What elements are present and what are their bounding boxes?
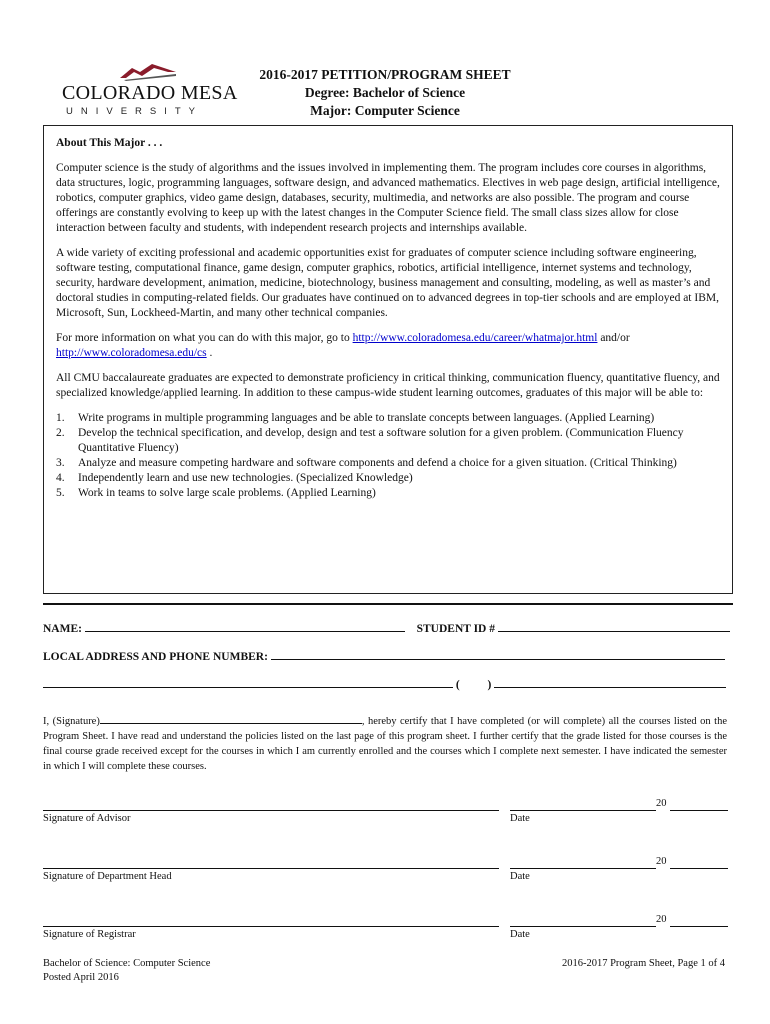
- student-id-label: STUDENT ID #: [416, 623, 495, 635]
- list-item: [56, 426, 720, 456]
- list-text: Work in teams to solve large scale problems. (Applied Learning): [78, 487, 376, 499]
- list-item: [56, 411, 720, 426]
- about-paragraph-1: Computer science is the study of algorithms and the issues involved in implementing them. The program includes core courses in algorithms, data structures, logic, programming languages, software design, and advanced mathematics. Electives in web page design, artificial intelligence, robotics, computer graphics, video game design, databases, security, multimedia, and networks are also possible. The program and course offerings are constantly evolving to keep up with the latest changes in the Computer Science field. The small class sizes allow for close interaction between faculty and students, with independent research projects and internships available.: [56, 162, 720, 234]
- document-title: 2016-2017 PETITION/PROGRAM SHEET: [259, 67, 511, 82]
- list-text: Independently learn and use new technologies. (Specialized Knowledge): [78, 472, 413, 484]
- logo-subtitle: UNIVERSITY: [66, 106, 204, 117]
- section-divider: [43, 603, 733, 605]
- logo-wordmark: COLORADO MESA: [62, 82, 238, 104]
- list-text: Write programs in multiple programming languages and be able to translate concepts between languages. (Applied Learning): [78, 412, 655, 424]
- advisor-signature-label: Signature of Advisor: [43, 813, 131, 824]
- about-paragraph-2: A wide variety of exciting professional and academic opportunities exist for graduates of computer science including software engineering, software testing, computational finance, game design, computer graphics, robotics, artificial intelligence, internet systems and technology, security, hardware development, animation, medicine, biotechnology, business management and consulting, modeling, as well as master’s and doctoral studies in computing-related fields. Our graduates have continued on to advanced degrees in top-tier schools and are employed at IBM, Microsoft, Sun, Lockheed-Martin, and many other technical companies.: [56, 247, 719, 319]
- student-id-field[interactable]: [498, 621, 730, 632]
- advisor-year-line[interactable]: [670, 810, 728, 811]
- major-title: Major: Computer Science: [310, 103, 460, 118]
- registrar-signature-line[interactable]: [43, 926, 499, 927]
- more-info-text: For more information on what you can do with this major, go to: [56, 332, 353, 344]
- phone-paren-close: ): [487, 679, 492, 691]
- document-header: [225, 66, 545, 120]
- footer-page-number: 2016-2017 Program Sheet, Page 1 of 4: [561, 958, 725, 969]
- footer-program: Bachelor of Science: Computer Science: [43, 958, 211, 969]
- footer-posted-date: Posted April 2016: [43, 972, 119, 983]
- certify-prefix: I, (Signature): [43, 716, 100, 727]
- certify-text: , hereby certify that I have completed (or will complete) all the courses listed on the Program Sheet. I have read and understand the policies listed on the last page of this program sheet. I further certify that the grade listed for those courses is the final course grade received except for the courses in which I am currently enrolled and the courses which I complete next semester. I have indicated the semester in which I will complete these courses.: [43, 716, 727, 772]
- and-or-text: and/or: [597, 332, 630, 344]
- registrar-date-line[interactable]: [510, 926, 656, 927]
- department-head-date-label: Date: [510, 871, 530, 882]
- footer-right: [562, 957, 725, 971]
- phone-paren-open: (: [455, 679, 460, 691]
- list-item: [56, 456, 720, 471]
- registrar-signature-block: [43, 916, 733, 948]
- footer-left: [43, 957, 210, 985]
- address-phone-row: [43, 677, 726, 691]
- phone-field[interactable]: [494, 677, 726, 688]
- list-item: [56, 486, 720, 501]
- registrar-signature-label: Signature of Registrar: [43, 929, 136, 940]
- cs-department-link[interactable]: http://www.coloradomesa.edu/cs: [56, 347, 207, 359]
- department-head-signature-label: Signature of Department Head: [43, 871, 172, 882]
- about-paragraph-4: All CMU baccalaureate graduates are expected to demonstrate proficiency in critical thinking, communication fluency, quantitative fluency, and specialized knowledge/applied learning. In addition to these campus-wide student learning outcomes, graduates of this major will be able to:: [56, 372, 720, 399]
- address-label: LOCAL ADDRESS AND PHONE NUMBER:: [43, 651, 268, 663]
- career-link[interactable]: http://www.coloradomesa.edu/career/whatmajor.html: [352, 332, 598, 344]
- about-this-major-box: [43, 125, 733, 594]
- list-text: Analyze and measure competing hardware and software components and defend a choice for a given situation. (Critical Thinking): [78, 457, 677, 469]
- name-label: NAME:: [43, 623, 82, 635]
- list-number: 4.: [56, 472, 65, 484]
- advisor-signature-block: [43, 800, 733, 832]
- list-item: [56, 471, 720, 486]
- department-head-signature-line[interactable]: [43, 868, 499, 869]
- certification-statement: [43, 714, 727, 774]
- list-number: 3.: [56, 457, 65, 469]
- department-head-date-line[interactable]: [510, 868, 656, 869]
- advisor-signature-line[interactable]: [43, 810, 499, 811]
- about-paragraph-3: [56, 331, 720, 361]
- department-head-year-prefix: 20: [656, 856, 667, 867]
- degree-title: Degree: Bachelor of Science: [304, 85, 466, 100]
- registrar-year-prefix: 20: [656, 914, 667, 925]
- registrar-date-label: Date: [510, 929, 530, 940]
- list-text: Develop the technical specification, and develop, design and test a software solution for a given problem. (Communication Fluency Quantitative Fluency): [78, 427, 684, 454]
- address-row: [43, 649, 725, 663]
- registrar-year-line[interactable]: [670, 926, 728, 927]
- list-number: 5.: [56, 487, 65, 499]
- department-head-year-line[interactable]: [670, 868, 728, 869]
- about-heading: About This Major . . .: [56, 137, 163, 149]
- name-row: [43, 621, 730, 635]
- department-head-signature-block: [43, 858, 733, 890]
- list-number: 2.: [56, 427, 65, 439]
- advisor-year-prefix: 20: [656, 798, 667, 809]
- university-logo: [62, 62, 238, 122]
- student-signature-field[interactable]: [100, 714, 362, 724]
- address-field-2[interactable]: [43, 677, 453, 688]
- name-field[interactable]: [85, 621, 405, 632]
- period-text: .: [206, 347, 213, 359]
- learning-outcomes-list: [56, 411, 720, 501]
- mesa-logo-icon: [118, 62, 178, 82]
- address-field[interactable]: [271, 649, 725, 660]
- advisor-date-label: Date: [510, 813, 530, 824]
- list-number: 1.: [56, 412, 65, 424]
- advisor-date-line[interactable]: [510, 810, 656, 811]
